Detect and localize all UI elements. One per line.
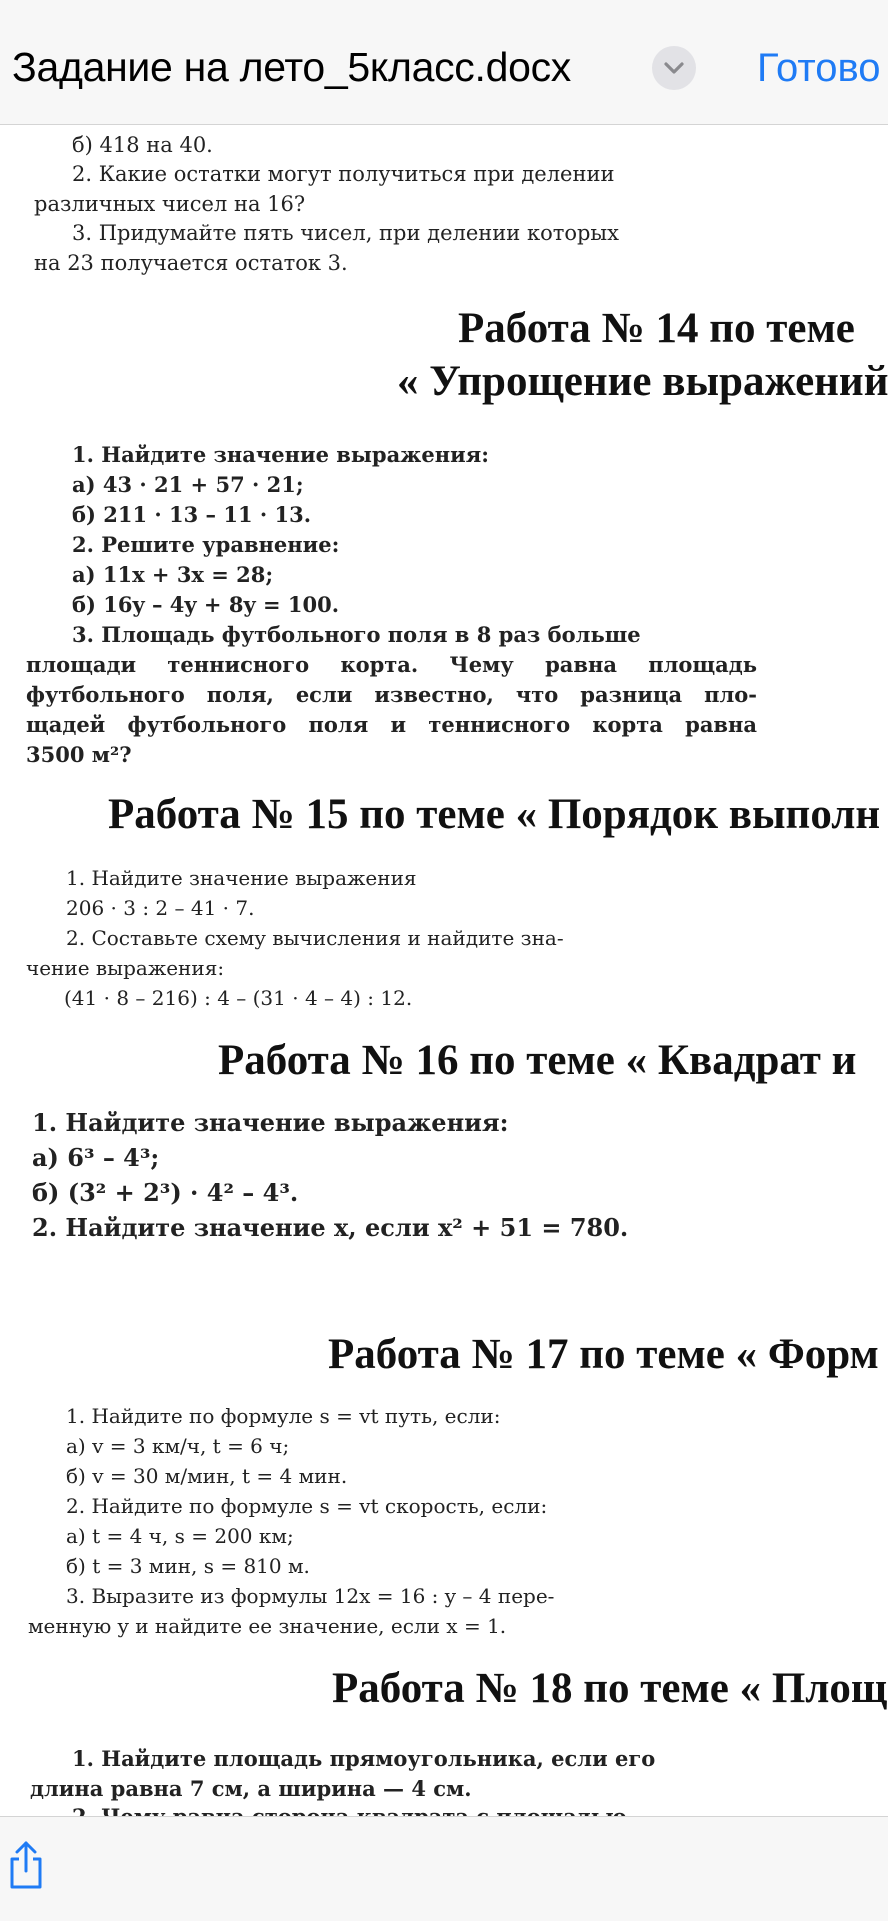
title-menu-button[interactable] (652, 46, 696, 90)
bottom-toolbar (0, 1816, 888, 1921)
document-page[interactable] (0, 124, 888, 1816)
text-line: (41 · 8 – 216) : 4 – (31 · 4 – 4) : 12. (64, 986, 413, 1010)
text-line: а) 6³ – 4³; (32, 1143, 160, 1172)
text-line: 2. Найдите значение x, если x² + 51 = 780. (32, 1213, 629, 1242)
text-line: б) v = 30 м/мин, t = 4 мин. (66, 1464, 348, 1488)
text-line: 3. Выразите из формулы 12x = 16 : y – 4 пере- (66, 1584, 555, 1608)
text-line: б) (3² + 2³) · 4² – 4³. (32, 1178, 299, 1207)
text-line: 2. Решите уравнение: (72, 532, 340, 557)
chevron-down-icon (663, 59, 685, 77)
text-line: 2. Найдите по формуле s = vt скорость, если: (66, 1494, 548, 1518)
section-heading: Работа № 18 по теме « Площ (332, 1665, 888, 1712)
text-line: б) t = 3 мин, s = 810 м. (66, 1554, 310, 1578)
text-line: длина равна 7 см, а ширина — 4 см. (30, 1776, 472, 1801)
document-title-bar (0, 0, 888, 125)
text-line: на 23 получается остаток 3. (34, 251, 348, 275)
section-heading: Работа № 17 по теме « Форм (328, 1331, 879, 1378)
text-line: 1. Найдите значение выражения (66, 866, 417, 890)
text-line: а) 11x + 3x = 28; (72, 562, 274, 587)
share-icon (4, 1837, 48, 1893)
text-line: 1. Найдите по формуле s = vt путь, если: (66, 1404, 501, 1428)
paragraph-line: футбольного поля, если известно, что разница пло- (26, 682, 757, 707)
paragraph-line: 3500 м²? (26, 742, 132, 767)
text-line: 2. Какие остатки могут получиться при делении (72, 162, 615, 186)
share-button[interactable] (4, 1837, 48, 1893)
text-line: а) t = 4 ч, s = 200 км; (66, 1524, 294, 1548)
text-line: 3. Придумайте пять чисел, при делении которых (72, 221, 619, 245)
text-line: 206 · 3 : 2 – 41 · 7. (66, 896, 255, 920)
text-line: 1. Найдите значение выражения: (32, 1108, 509, 1137)
paragraph-line: площади теннисного корта. Чему равна площадь (26, 652, 757, 677)
text-line: различных чисел на 16? (34, 192, 306, 216)
section-heading: « Упрощение выражений (397, 358, 888, 405)
text-line: 1. Найдите площадь прямоугольника, если его (72, 1746, 656, 1771)
text-line: а) 43 · 21 + 57 · 21; (72, 472, 304, 497)
text-line: чение выражения: (26, 956, 225, 980)
paragraph-line: щадей футбольного поля и теннисного корта равна (26, 712, 757, 737)
document-title: Задание на лето_5класс.docx (12, 44, 571, 90)
section-heading: Работа № 14 по теме (458, 305, 855, 352)
done-button[interactable]: Готово (757, 46, 881, 90)
text-line: б) 418 на 40. (72, 133, 213, 157)
text-line: а) v = 3 км/ч, t = 6 ч; (66, 1434, 290, 1458)
section-heading: Работа № 16 по теме « Квадрат и (218, 1037, 857, 1084)
text-line: б) 211 · 13 – 11 · 13. (72, 502, 312, 527)
text-line: 1. Найдите значение выражения: (72, 442, 489, 467)
text-line: менную y и найдите ее значение, если x = 1. (28, 1614, 507, 1638)
section-heading: Работа № 15 по теме « Порядок выполн (108, 791, 881, 838)
text-line: б) 16y – 4y + 8y = 100. (72, 592, 340, 617)
paragraph-line: 3. Площадь футбольного поля в 8 раз больше (72, 622, 641, 647)
text-line: 2. Составьте схему вычисления и найдите зна- (66, 926, 564, 950)
